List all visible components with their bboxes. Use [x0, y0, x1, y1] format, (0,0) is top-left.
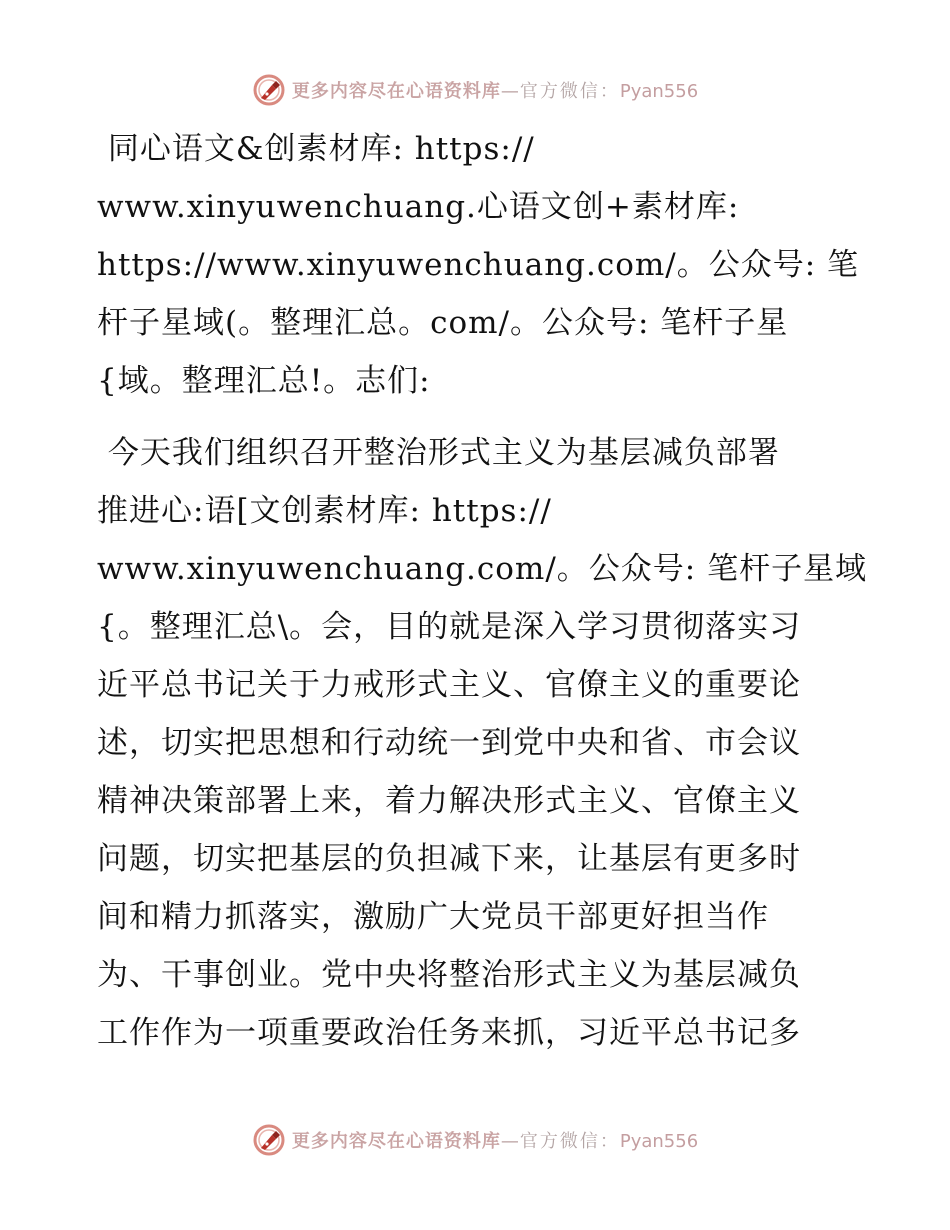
- text-line: www.xinyuwenchuang.心语文创+素材库:: [97, 189, 740, 225]
- text-line: 间和精力抓落实，激励广大党员干部更好担当作: [97, 899, 769, 935]
- footer-banner: [0, 1120, 950, 1160]
- text-line: 杆子星域(。整理汇总。com/。公众号: 笔杆子星: [97, 305, 789, 341]
- text-line: 述，切实把思想和行动统一到党中央和省、市会议: [97, 725, 801, 761]
- header-banner: [0, 70, 950, 110]
- fountain-pen-logo-icon: [252, 1123, 286, 1157]
- wechat-label: 官方微信：: [519, 1131, 620, 1152]
- text-line: 精神决策部署上来，着力解决形式主义、官僚主义: [97, 783, 801, 819]
- text-line: 推进心:语[文创素材库: https://: [97, 493, 552, 529]
- wechat-label: 官方微信：: [519, 81, 620, 102]
- banner-dash: —: [500, 1131, 520, 1152]
- text-line: {域。整理汇总!。志们:: [97, 363, 431, 399]
- text-line: www.xinyuwenchuang.com/。公众号: 笔杆子星域: [97, 551, 868, 587]
- text-line: 为、干事创业。党中央将整治形式主义为基层减负: [97, 957, 801, 993]
- text-line: 工作作为一项重要政治任务来抓，习近平总书记多: [97, 1015, 801, 1051]
- fountain-pen-logo-icon: [252, 73, 286, 107]
- wechat-handle: Pyan556: [619, 81, 699, 102]
- brand-text: 更多内容尽在心语资料库: [291, 81, 501, 102]
- banner-text: [292, 77, 698, 103]
- text-line: 问题，切实把基层的负担减下来，让基层有更多时: [97, 841, 801, 877]
- banner-text: [292, 1127, 698, 1153]
- wechat-handle: Pyan556: [619, 1131, 699, 1152]
- text-line: 近平总书记关于力戒形式主义、官僚主义的重要论: [97, 667, 801, 703]
- document-body: [97, 120, 868, 1062]
- text-line: 同心语文&创素材库: https://: [97, 131, 535, 167]
- brand-text: 更多内容尽在心语资料库: [291, 1131, 501, 1152]
- banner-dash: —: [500, 81, 520, 102]
- text-line: https://www.xinyuwenchuang.com/。公众号: 笔: [97, 247, 860, 283]
- text-line: 今天我们组织召开整治形式主义为基层减负部署: [97, 435, 780, 471]
- text-line: {。整理汇总\。会，目的就是深入学习贯彻落实习: [97, 609, 802, 645]
